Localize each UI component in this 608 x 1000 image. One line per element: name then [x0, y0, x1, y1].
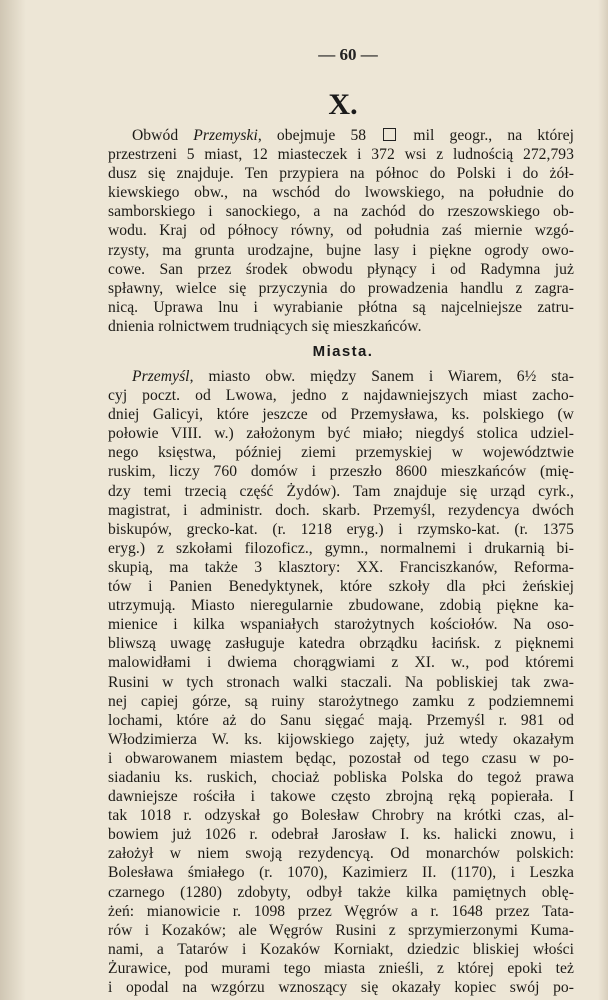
italic-place-name: Przemyski [193, 127, 258, 144]
text-line: Żurawice, pod murami tego miasta znieśli, z której epoki też [108, 959, 574, 977]
page-edge-shadow [598, 0, 608, 1000]
text-line: malowidłami i dwiema chorągwiami z XI. w., pod któremi [108, 654, 574, 672]
text-line: Rusini w tych stronach walki staczali. Na pobliskiej tak zwa- [108, 673, 574, 691]
italic-place-name: Przemyśl [132, 368, 190, 385]
text-line: samborskiego i sanockiego, a na zachód do rzeszowskiego ob- [108, 203, 574, 221]
text-line: i obwarowanem miastem będąc, pozostał od tego czasu w po- [108, 749, 574, 767]
text-line: cyj poczt. od Lwowa, jedno z najdawniejszych miast zacho- [108, 387, 574, 405]
text-line: nej capiej górze, są ruiny starożytnego zamku z podziemnemi [108, 692, 574, 710]
text-line: spławny, wielce się przyczynia do prowadzenia handlu z zagra- [108, 279, 574, 297]
text-line: siadaniu ks. ruskich, chociaż pobliska Polska do tegoż prawa [108, 768, 574, 786]
binding-shadow [0, 0, 26, 1000]
text-line: Bolesława śmiałego (r. 1070), Kazimierz II. (1170), i Leszka [108, 864, 574, 882]
text-line: i opodal na wzgórzu wznoszący się okazały kopiec swój po- [108, 979, 574, 996]
text-line: bowiem już 1026 r. odebrał Jarosław I. ks. halicki znowu, i [108, 826, 574, 844]
text-line: wodu. Kraj od północy równy, od południa zaś miernie wzgó- [108, 222, 574, 240]
paragraph-obwod [108, 126, 574, 336]
text-line: biskupów, grecko-kat. (r. 1218 eryg.) i rzymsko-kat. (r. 1375 [108, 520, 574, 538]
square-mile-symbol [383, 128, 396, 141]
text-line: Przemyśl, miasto obw. między Sanem i Wiarem, 6½ sta- [132, 368, 574, 385]
paragraph-przemysl [108, 367, 574, 997]
page-number-header: — 60 — [318, 45, 378, 64]
text-line: nami, a Tatarów i Kozaków Korniakt, dziedzic bliskiej włości [108, 940, 574, 958]
text-line: eryg.) z szkołami filozoficz., gymn., normalnemi i drukarnią bi- [108, 539, 574, 557]
text-line: ruskim, liczy 760 domów i przeszło 8600 mieszkańców (mię- [108, 463, 574, 481]
chapter-numeral: X. [328, 88, 358, 121]
text-line: dniej Galicyi, które jeszcze od Przemysława, ks. polskiego (w [108, 406, 574, 424]
text-line: Włodzimierza W. ks. kijowskiego zajęty, już wtedy okazałym [108, 730, 574, 748]
text-line: rów i Kozaków; ale Węgrów Rusini z sprzymierzonymi Kuma- [108, 921, 574, 939]
text-line: dzy temi trzecią część Żydów). Tam znajduje się urząd cyrk., [108, 482, 574, 500]
text-line: dnienia rolnictwem trudniących się mieszkańców. [108, 317, 422, 335]
text-line: żeń: mianowicie r. 1098 przez Węgrów a r. 1648 przez Tata- [108, 902, 574, 920]
text-line: Obwód Przemyski, obejmuje 58 mil geogr., na której [132, 127, 574, 144]
text-line: czarnego (1280) zdobyty, odbył także kilka pamiętnych oblę- [108, 883, 574, 901]
text-line: cowe. San przez środek obwodu płynący i od Radymna już [108, 260, 574, 278]
text-line: nego księstwa, później ziemi przemyskiej w województwie [108, 444, 574, 462]
text-line: skupią, ma także 3 klasztory: XX. Franciszkanów, Reformа- [108, 558, 574, 576]
text-line: kiewskiego obw., na wschód do lwowskiego, na południe do [108, 184, 574, 202]
text-line: nicą. Uprawa lnu i wyrabianie płótna są najcelniejsze zatru- [108, 298, 574, 316]
text-line: przestrzeni 5 miast, 12 miasteczek i 372 wsi z ludnością 272,793 [108, 146, 574, 164]
section-title-miasta: Miasta. [312, 343, 374, 360]
text-line: dawniejsze rościła i takowe często zbrojną ręką popierała. I [108, 788, 574, 806]
text-line: mienice i kilka wspaniałych starożytnych kościołów. Na oso- [108, 616, 574, 634]
text-line: połowie VIII. w.) założonym być miało; niegdyś stolica udziel- [108, 425, 574, 443]
text-line: tak 1018 r. odzyskał go Bolesław Chrobry na krótki czas, al- [108, 807, 574, 825]
text-line: rzysty, ma grunta urodzajne, bujne lasy i piękne ogrody owo- [108, 241, 574, 259]
text-line: założył w niem swoją rezydencyą. Od monarchów polskich: [108, 845, 574, 863]
text-line: magistrat, i administr. doch. skarb. Przemyśl, rezydencya dwóch [108, 501, 574, 519]
text-line: utrzymują. Miasto nieregularnie zbudowane, zdobią piękne ka- [108, 597, 574, 615]
text-line: lochami, które aż do Sanu sięgać mają. Przemyśl r. 981 od [108, 711, 574, 729]
text-line: tów i Panien Benedyktynek, które szkoły dla płci żeńskiej [108, 578, 574, 596]
text-line: bliwszą uwagę zasługuje katedra obrządku łacińsk. z pięknemi [108, 635, 574, 653]
text-line: dusz się znajduje. Ten przypiera na północ do Polski i do żół- [108, 165, 574, 183]
